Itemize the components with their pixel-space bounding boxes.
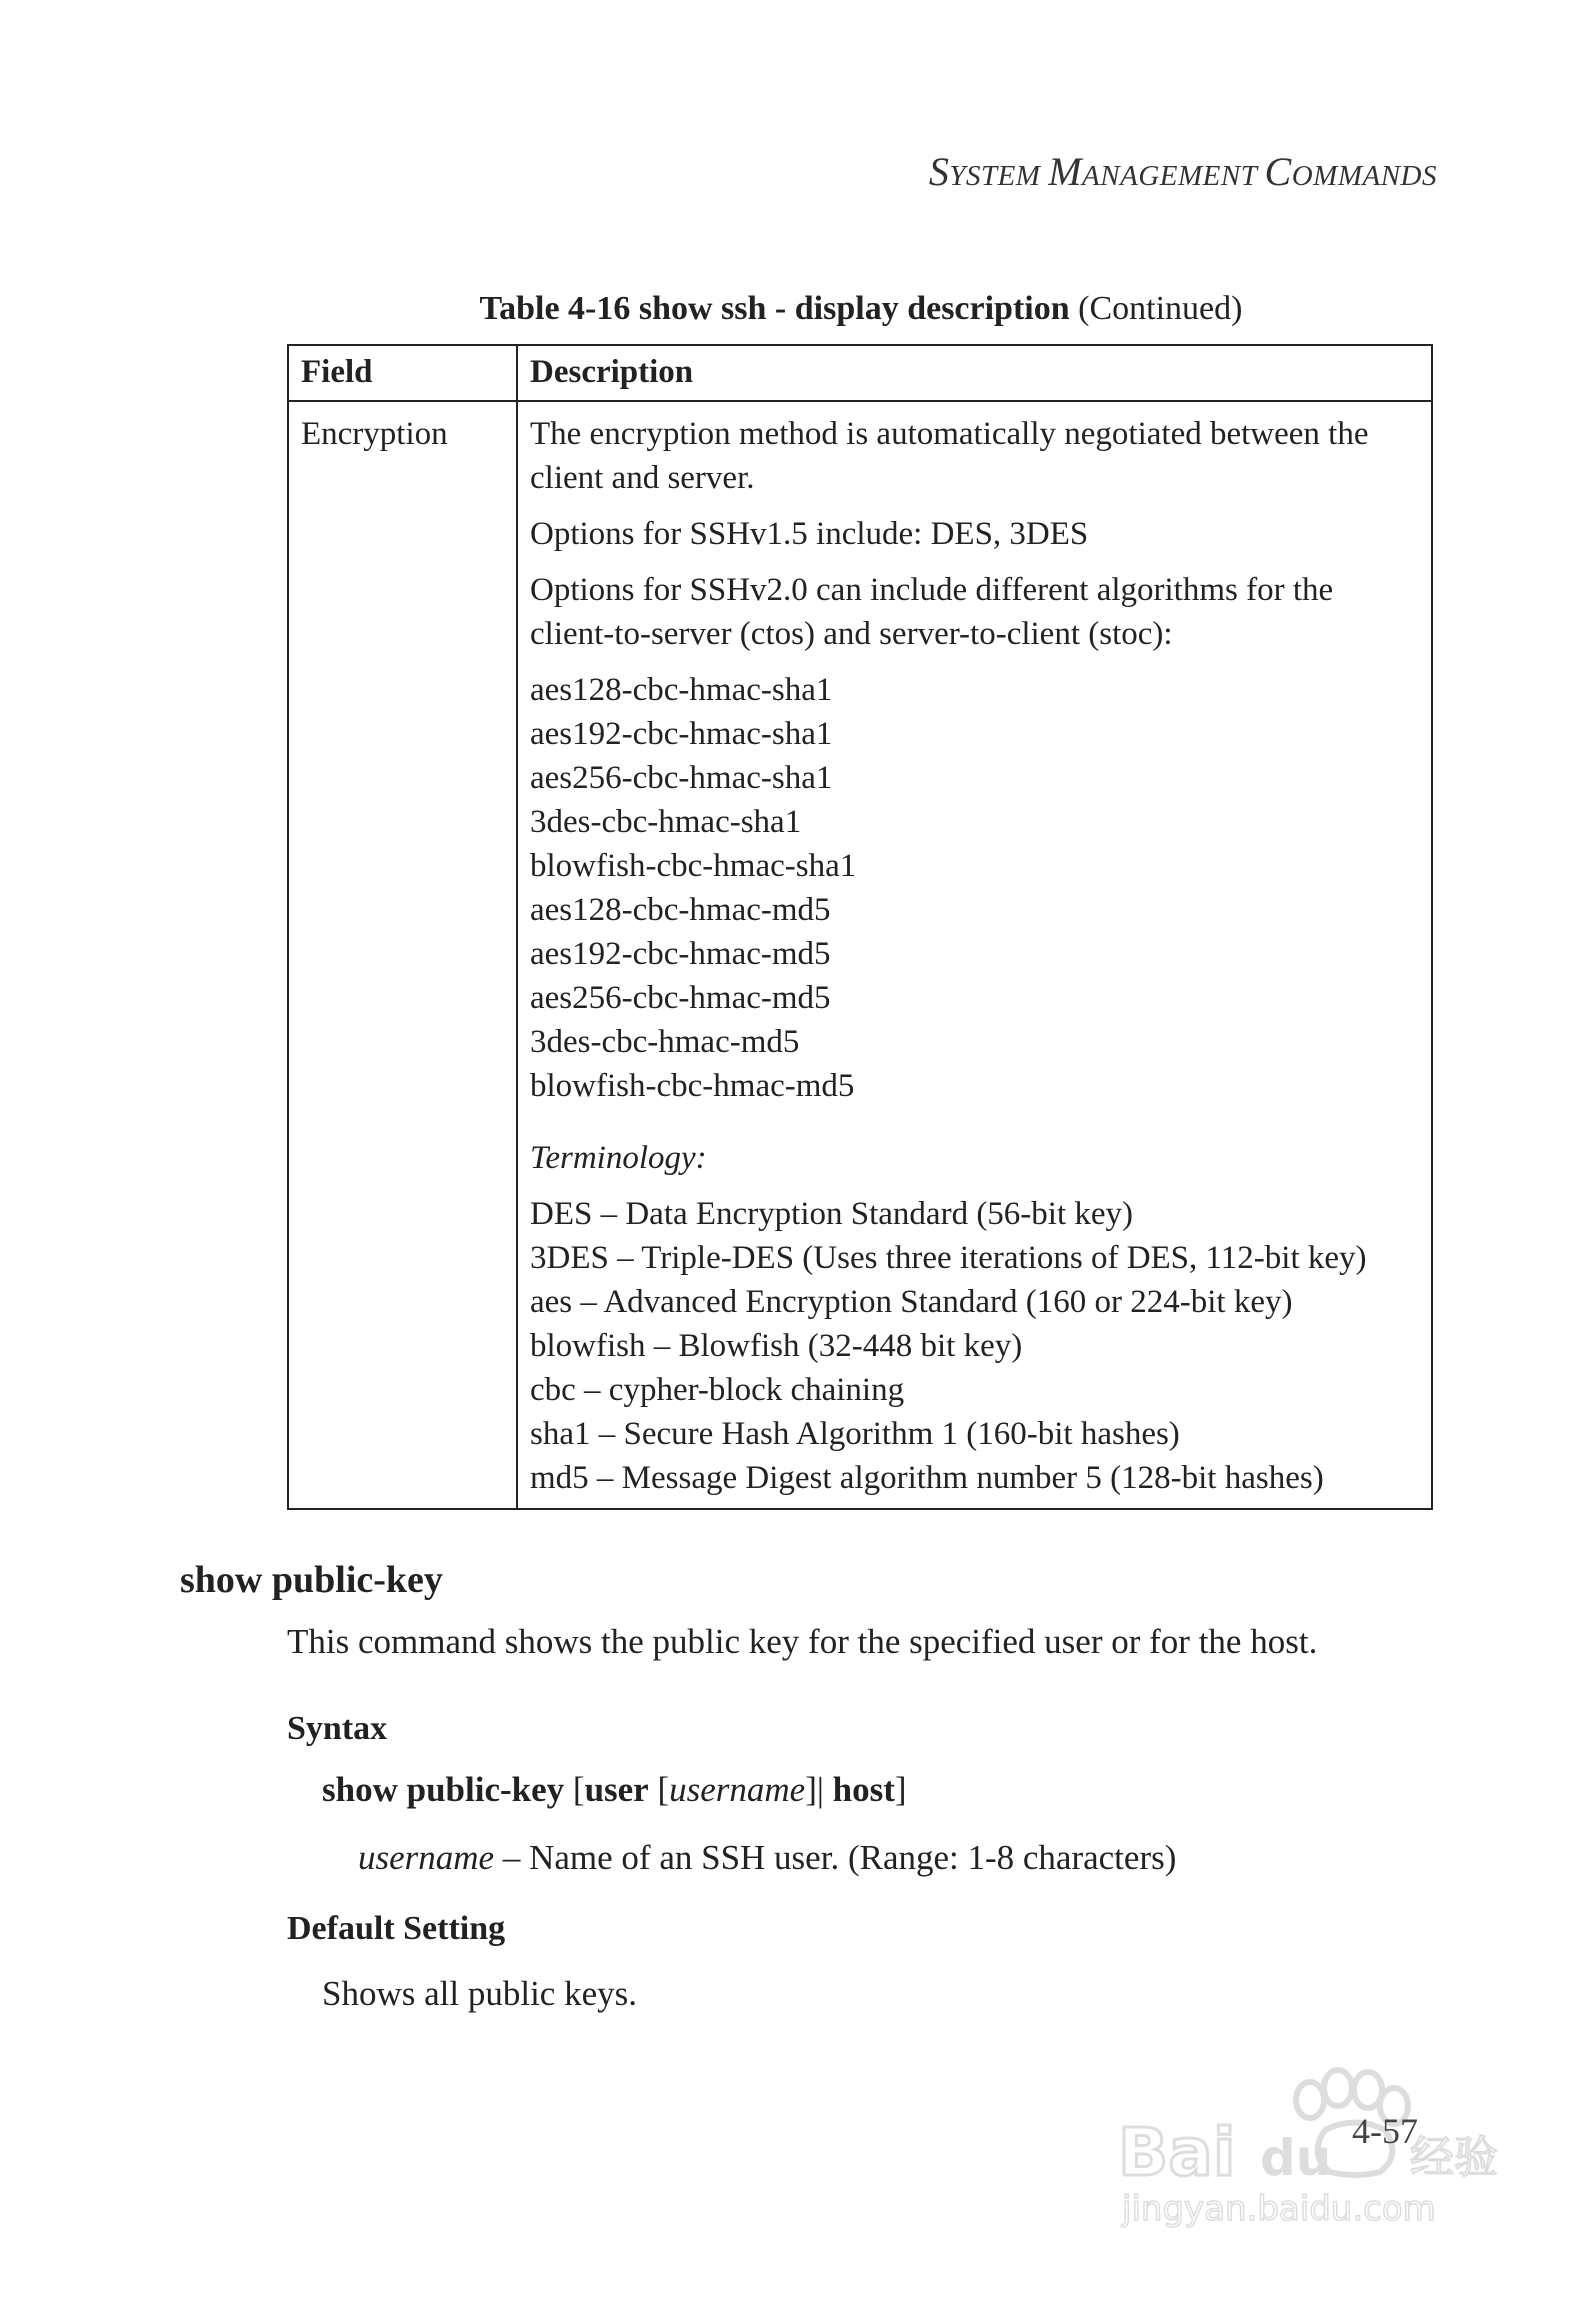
syntax-command: show public-key (322, 1770, 565, 1809)
table-caption (285, 290, 1437, 328)
column-header-description: Description (517, 345, 1432, 401)
list-item: aes192-cbc-hmac-sha1 (530, 716, 833, 752)
description-cell (517, 401, 1432, 1509)
svg-text:经验: 经验 (1410, 2132, 1498, 2183)
parameter-name: username (358, 1838, 495, 1877)
list-item: 3DES – Triple-DES (Uses three iterations of DES, 112-bit key) (530, 1240, 1367, 1276)
field-cell: Encryption (288, 401, 517, 1509)
svg-text:du: du (1260, 2129, 1332, 2187)
description-table (287, 344, 1433, 1510)
list-item: 3des-cbc-hmac-sha1 (530, 804, 802, 840)
list-item: aes256-cbc-hmac-sha1 (530, 760, 833, 796)
description-para-3: Options for SSHv2.0 can include different algorithms for the client-to-server (ctos) and server-to-client (stoc): (530, 572, 1334, 652)
header-part-3: OMMANDS (1291, 160, 1437, 192)
terminology-title: Terminology: (530, 1140, 707, 1176)
syntax-pipe: | (816, 1770, 824, 1809)
description-para-1: The encryption method is automatically negotiated between the client and server. (530, 416, 1369, 496)
list-item: cbc – cypher-block chaining (530, 1372, 905, 1408)
syntax-bracket: ] (805, 1770, 817, 1809)
svg-text:jingyan.baidu.com: jingyan.baidu.com (1122, 2189, 1436, 2229)
list-item: aes192-cbc-hmac-md5 (530, 936, 831, 972)
syntax-line (322, 1770, 907, 1810)
table-row (288, 401, 1432, 1509)
header-initial-2: M (1048, 149, 1083, 194)
list-item: aes128-cbc-hmac-sha1 (530, 672, 833, 708)
list-item: blowfish-cbc-hmac-sha1 (530, 848, 857, 884)
algorithm-list (530, 668, 1419, 1108)
running-header (929, 148, 1437, 195)
table-header-row (288, 345, 1432, 401)
table-caption-title: Table 4-16 show ssh - display description (479, 290, 1070, 327)
column-header-field: Field (288, 345, 517, 401)
section-intro: This command shows the public key for the specified user or for the host. (287, 1622, 1318, 1661)
syntax-keyword-user: user (584, 1770, 649, 1809)
svg-text:Bai: Bai (1118, 2114, 1236, 2191)
default-setting-heading: Default Setting (287, 1910, 506, 1947)
list-item: blowfish – Blowfish (32-448 bit key) (530, 1328, 1023, 1364)
page-number: 4-57 (1352, 2111, 1418, 2151)
header-part-2: ANAGEMENT (1082, 160, 1265, 192)
baidu-watermark-logo (1110, 2060, 1498, 2230)
header-part-1: YSTEM (949, 160, 1049, 192)
list-item: aes256-cbc-hmac-md5 (530, 980, 831, 1016)
syntax-bracket: [ (657, 1770, 670, 1809)
syntax-bracket: ] (894, 1770, 907, 1809)
syntax-keyword-host: host (832, 1770, 895, 1809)
list-item: DES – Data Encryption Standard (56-bit key) (530, 1196, 1134, 1232)
list-item: aes – Advanced Encryption Standard (160 or 224-bit key) (530, 1284, 1293, 1320)
description-para-2: Options for SSHv1.5 include: DES, 3DES (530, 516, 1089, 552)
header-initial-1: S (928, 149, 950, 194)
parameter-line (358, 1838, 1176, 1878)
table-caption-continued: (Continued) (1078, 290, 1243, 327)
list-item: blowfish-cbc-hmac-md5 (530, 1068, 855, 1104)
list-item: md5 – Message Digest algorithm number 5 (128-bit hashes) (530, 1460, 1324, 1496)
list-item: aes128-cbc-hmac-md5 (530, 892, 831, 928)
default-setting-text: Shows all public keys. (322, 1974, 637, 2013)
parameter-description: – Name of an SSH user. (Range: 1-8 characters) (502, 1838, 1177, 1877)
syntax-argument: username (669, 1770, 806, 1809)
header-initial-3: C (1264, 149, 1292, 194)
list-item: sha1 – Secure Hash Algorithm 1 (160-bit hashes) (530, 1416, 1180, 1452)
terminology-list (530, 1192, 1419, 1500)
syntax-heading: Syntax (287, 1710, 388, 1747)
section-title: show public-key (180, 1559, 443, 1601)
list-item: 3des-cbc-hmac-md5 (530, 1024, 800, 1060)
syntax-bracket: [ (572, 1770, 585, 1809)
